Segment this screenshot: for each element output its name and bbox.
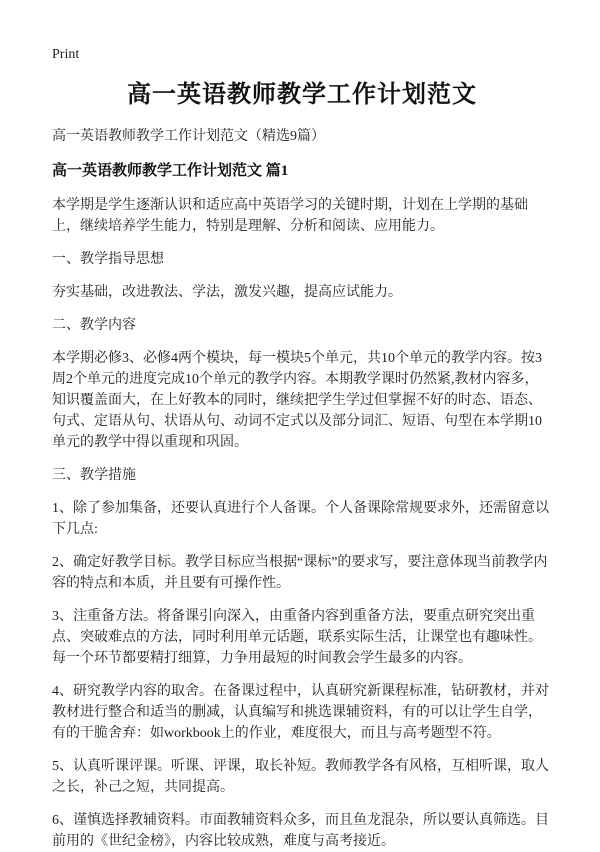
paragraph: 1、除了参加集备，还要认真进行个人备课。个人备课除常规要求外，还需留意以下几点: <box>52 501 549 537</box>
paragraph: 6、谨慎选择教辅资料。市面教辅资料众多，而且鱼龙混杂，所以要认真筛选。目前用的《世纪金榜》，内容比较成熟，难度与高考接近。 <box>52 813 549 849</box>
paragraph: 夯实基础，改进教法、学法，激发兴趣，提高应试能力。 <box>52 285 402 300</box>
paragraph: 本学期必修3、必修4两个模块，每一模块5个单元，共10个单元的教学内容。按3周2个单元的进度完成10个单元的教学内容。本期教学课时仍然紧,教材内容多，知识覆盖面大，在上好教本的同时，继续把学生学过但掌握不好的时态、语态、句式、定语从句、状语从句、动词不定式以及部分词汇、短语、句型在本学期10单元的教学中得以重现和巩固。 <box>52 351 542 450</box>
paragraph: 二、教学内容 <box>52 318 136 333</box>
paragraph: 本学期是学生逐渐认识和适应高中英语学习的关键时期，计划在上学期的基础上，继续培养学生能力，特别是理解、分析和阅读、应用能力。 <box>52 198 528 234</box>
paragraph: 2、确定好教学目标。教学目标应当根据“课标”的要求写，要注意体现当前教学内容的特点和本质，并且要有可操作性。 <box>52 555 548 591</box>
article-body <box>52 161 552 852</box>
paragraph: 5、认真听课评课。听课、评课，取长补短。教师教学各有风格，互相听课，取人之长，补己之短，共同提高。 <box>52 759 549 795</box>
paragraph: 三、教学措施 <box>52 468 136 483</box>
paragraph: 一、教学指导思想 <box>52 252 164 267</box>
page-title: 高一英语教师教学工作计划范文 <box>127 82 477 108</box>
print-link[interactable]: Print <box>52 47 80 62</box>
paragraph: 3、注重备方法。将备课引向深入，由重备内容到重备方法，要重点研究突出重点、突破难点的方法，同时利用单元话题，联系实际生活，让课堂也有趣味性。每一个环节都要精打细算，力争用最短的时间教会学生最多的内容。 <box>52 609 542 666</box>
paragraph: 4、研究教学内容的取舍。在备课过程中，认真研究新课程标准，钻研教材，并对教材进行整合和适当的删减，认真编写和挑选课辅资料，有的可以让学生自学，有的干脆舍弃：如workbook上的作业，难度很大，而且与高考题型不符。 <box>52 684 549 741</box>
article-heading: 高一英语教师教学工作计划范文 篇1 <box>52 163 289 179</box>
page-subtitle: 高一英语教师教学工作计划范文（精选9篇） <box>52 129 325 144</box>
